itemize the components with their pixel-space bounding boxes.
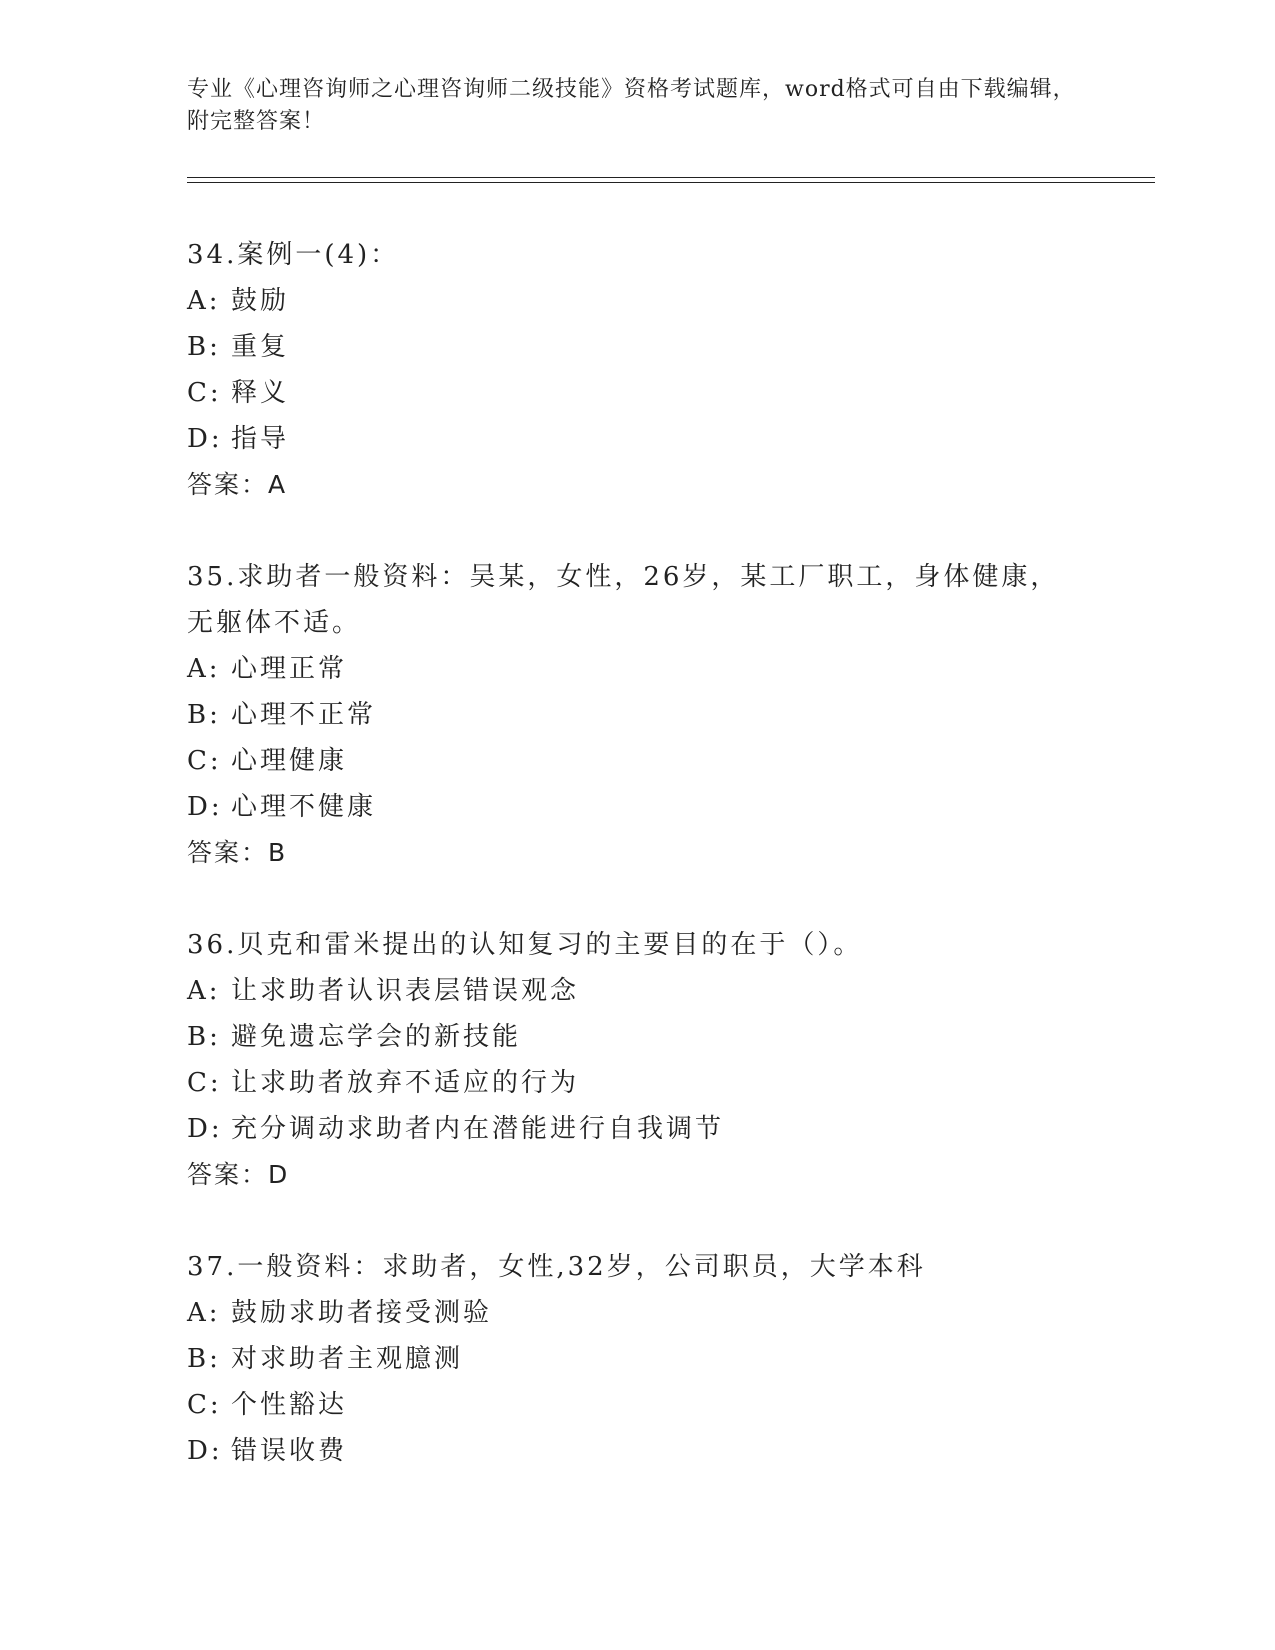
question-37 — [187, 1244, 1087, 1474]
option-text: 让求助者放弃不适应的行为 — [231, 1068, 580, 1098]
option-key: C: — [187, 1068, 222, 1098]
option-d — [187, 416, 1087, 462]
answer-line: 答案：D — [187, 1160, 290, 1189]
question-35 — [187, 554, 1087, 876]
option-key: C: — [187, 746, 222, 776]
option-d — [187, 1106, 1087, 1152]
option-d — [187, 784, 1087, 830]
option-key: C: — [187, 1390, 222, 1420]
question-stem: 36.贝克和雷米提出的认知复习的主要目的在于（）。 — [187, 930, 863, 960]
option-text: 错误收费 — [231, 1436, 348, 1466]
option-text: 个性豁达 — [231, 1390, 348, 1420]
option-key: C: — [187, 378, 222, 408]
option-c — [187, 1060, 1087, 1106]
option-text: 指导 — [231, 424, 290, 454]
option-text: 心理正常 — [231, 654, 348, 684]
option-key: D: — [187, 424, 223, 454]
option-key: A: — [187, 976, 221, 1006]
option-a — [187, 968, 1087, 1014]
option-b — [187, 1336, 1087, 1382]
option-b — [187, 324, 1087, 370]
question-34 — [187, 232, 1087, 508]
option-text: 鼓励 — [231, 286, 290, 316]
option-a — [187, 1290, 1087, 1336]
header-divider-top — [187, 177, 1155, 178]
option-text: 心理不健康 — [231, 792, 377, 822]
question-stem: 37.一般资料：求助者，女性,32岁，公司职员，大学本科 — [187, 1252, 926, 1282]
document-header: 专业《心理咨询师之心理咨询师二级技能》资格考试题库，word格式可自由下载编辑，附完整答案！ — [187, 77, 1076, 134]
option-b — [187, 692, 1087, 738]
option-c — [187, 370, 1087, 416]
option-text: 充分调动求助者内在潜能进行自我调节 — [231, 1114, 725, 1144]
option-key: B: — [187, 700, 221, 730]
option-key: D: — [187, 1114, 223, 1144]
question-stem: 35.求助者一般资料：吴某，女性，26岁，某工厂职工，身体健康，无躯体不适。 — [187, 562, 1060, 638]
option-text: 重复 — [231, 332, 290, 362]
option-text: 心理健康 — [231, 746, 348, 776]
header-divider-bottom — [187, 182, 1155, 183]
option-text: 心理不正常 — [231, 700, 377, 730]
answer-line: 答案：A — [187, 470, 288, 499]
option-text: 释义 — [231, 378, 290, 408]
option-key: D: — [187, 1436, 223, 1466]
option-text: 让求助者认识表层错误观念 — [231, 976, 580, 1006]
question-stem: 34.案例一(4)： — [187, 240, 400, 270]
option-a — [187, 646, 1087, 692]
option-key: B: — [187, 1022, 221, 1052]
option-key: A: — [187, 1298, 221, 1328]
option-text: 鼓励求助者接受测验 — [231, 1298, 493, 1328]
option-b — [187, 1014, 1087, 1060]
option-key: B: — [187, 1344, 221, 1374]
option-text: 避免遗忘学会的新技能 — [231, 1022, 522, 1052]
option-key: A: — [187, 286, 221, 316]
question-list — [187, 232, 1087, 1520]
option-key: D: — [187, 792, 223, 822]
option-c — [187, 738, 1087, 784]
option-key: A: — [187, 654, 221, 684]
option-text: 对求助者主观臆测 — [231, 1344, 464, 1374]
option-key: B: — [187, 332, 221, 362]
answer-line: 答案：B — [187, 838, 288, 867]
option-c — [187, 1382, 1087, 1428]
option-a — [187, 278, 1087, 324]
question-36 — [187, 922, 1087, 1198]
option-d — [187, 1428, 1087, 1474]
